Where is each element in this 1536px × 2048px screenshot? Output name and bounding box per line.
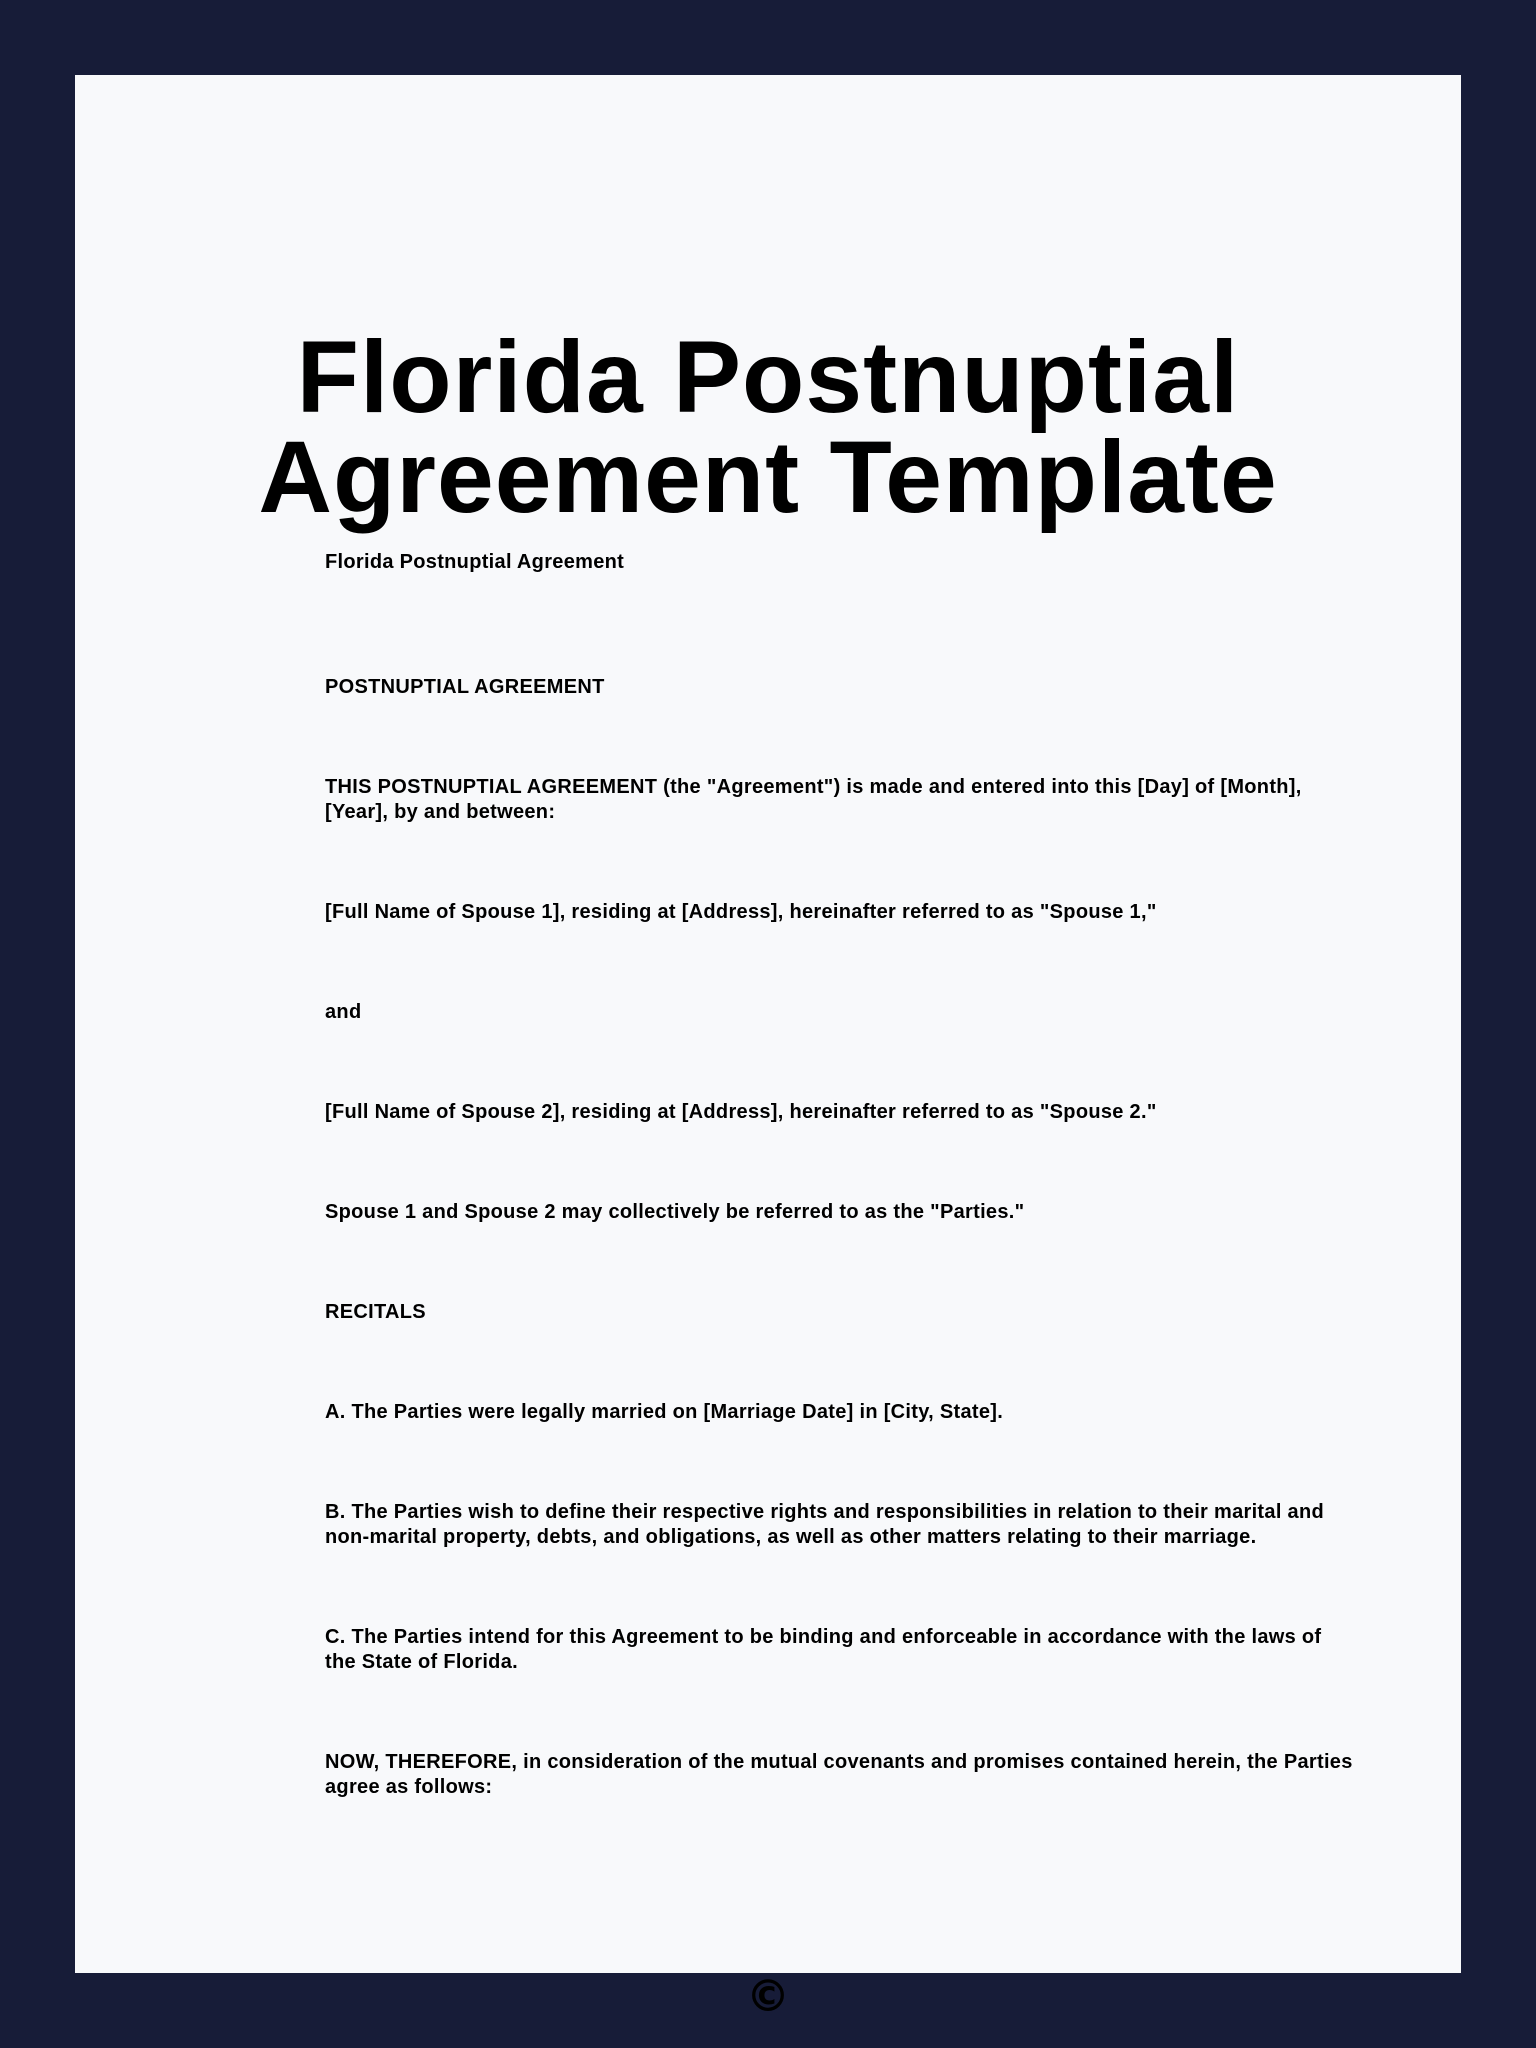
copyright-icon: © bbox=[746, 1971, 790, 2022]
intro-paragraph: THIS POSTNUPTIAL AGREEMENT (the "Agreement") is made and entered into this [Day] of [Month], [Year], by and between: bbox=[325, 776, 1302, 823]
spouse-1-paragraph: [Full Name of Spouse 1], residing at [Address], hereinafter referred to as "Spouse 1," bbox=[325, 901, 1157, 923]
recital-c: C. The Parties intend for this Agreement to be binding and enforceable in accordance with the laws of the State of Florida. bbox=[325, 1626, 1322, 1673]
section-heading: POSTNUPTIAL AGREEMENT bbox=[325, 676, 605, 698]
recital-b: B. The Parties wish to define their respective rights and responsibilities in relation to their marital and non-marital property, debts, and obligations, as well as other matters relating to their marriage. bbox=[325, 1501, 1324, 1548]
document-subtitle: Florida Postnuptial Agreement bbox=[325, 551, 625, 573]
title-line-1: Florida Postnuptial bbox=[296, 320, 1240, 434]
spouse-2-paragraph: [Full Name of Spouse 2], residing at [Address], hereinafter referred to as "Spouse 2." bbox=[325, 1101, 1157, 1123]
parties-paragraph: Spouse 1 and Spouse 2 may collectively be referred to as the "Parties." bbox=[325, 1201, 1025, 1223]
document-title bbox=[75, 320, 1461, 534]
title-line-2: Agreement Template bbox=[258, 420, 1278, 534]
recitals-heading: RECITALS bbox=[325, 1301, 426, 1323]
recital-a: A. The Parties were legally married on [Marriage Date] in [City, State]. bbox=[325, 1401, 1004, 1423]
conjunction-paragraph: and bbox=[325, 1001, 362, 1023]
document-page bbox=[75, 75, 1461, 2022]
agreement-clause: NOW, THEREFORE, in consideration of the mutual covenants and promises contained herein, the Parties agree as follows: bbox=[325, 1751, 1353, 1798]
